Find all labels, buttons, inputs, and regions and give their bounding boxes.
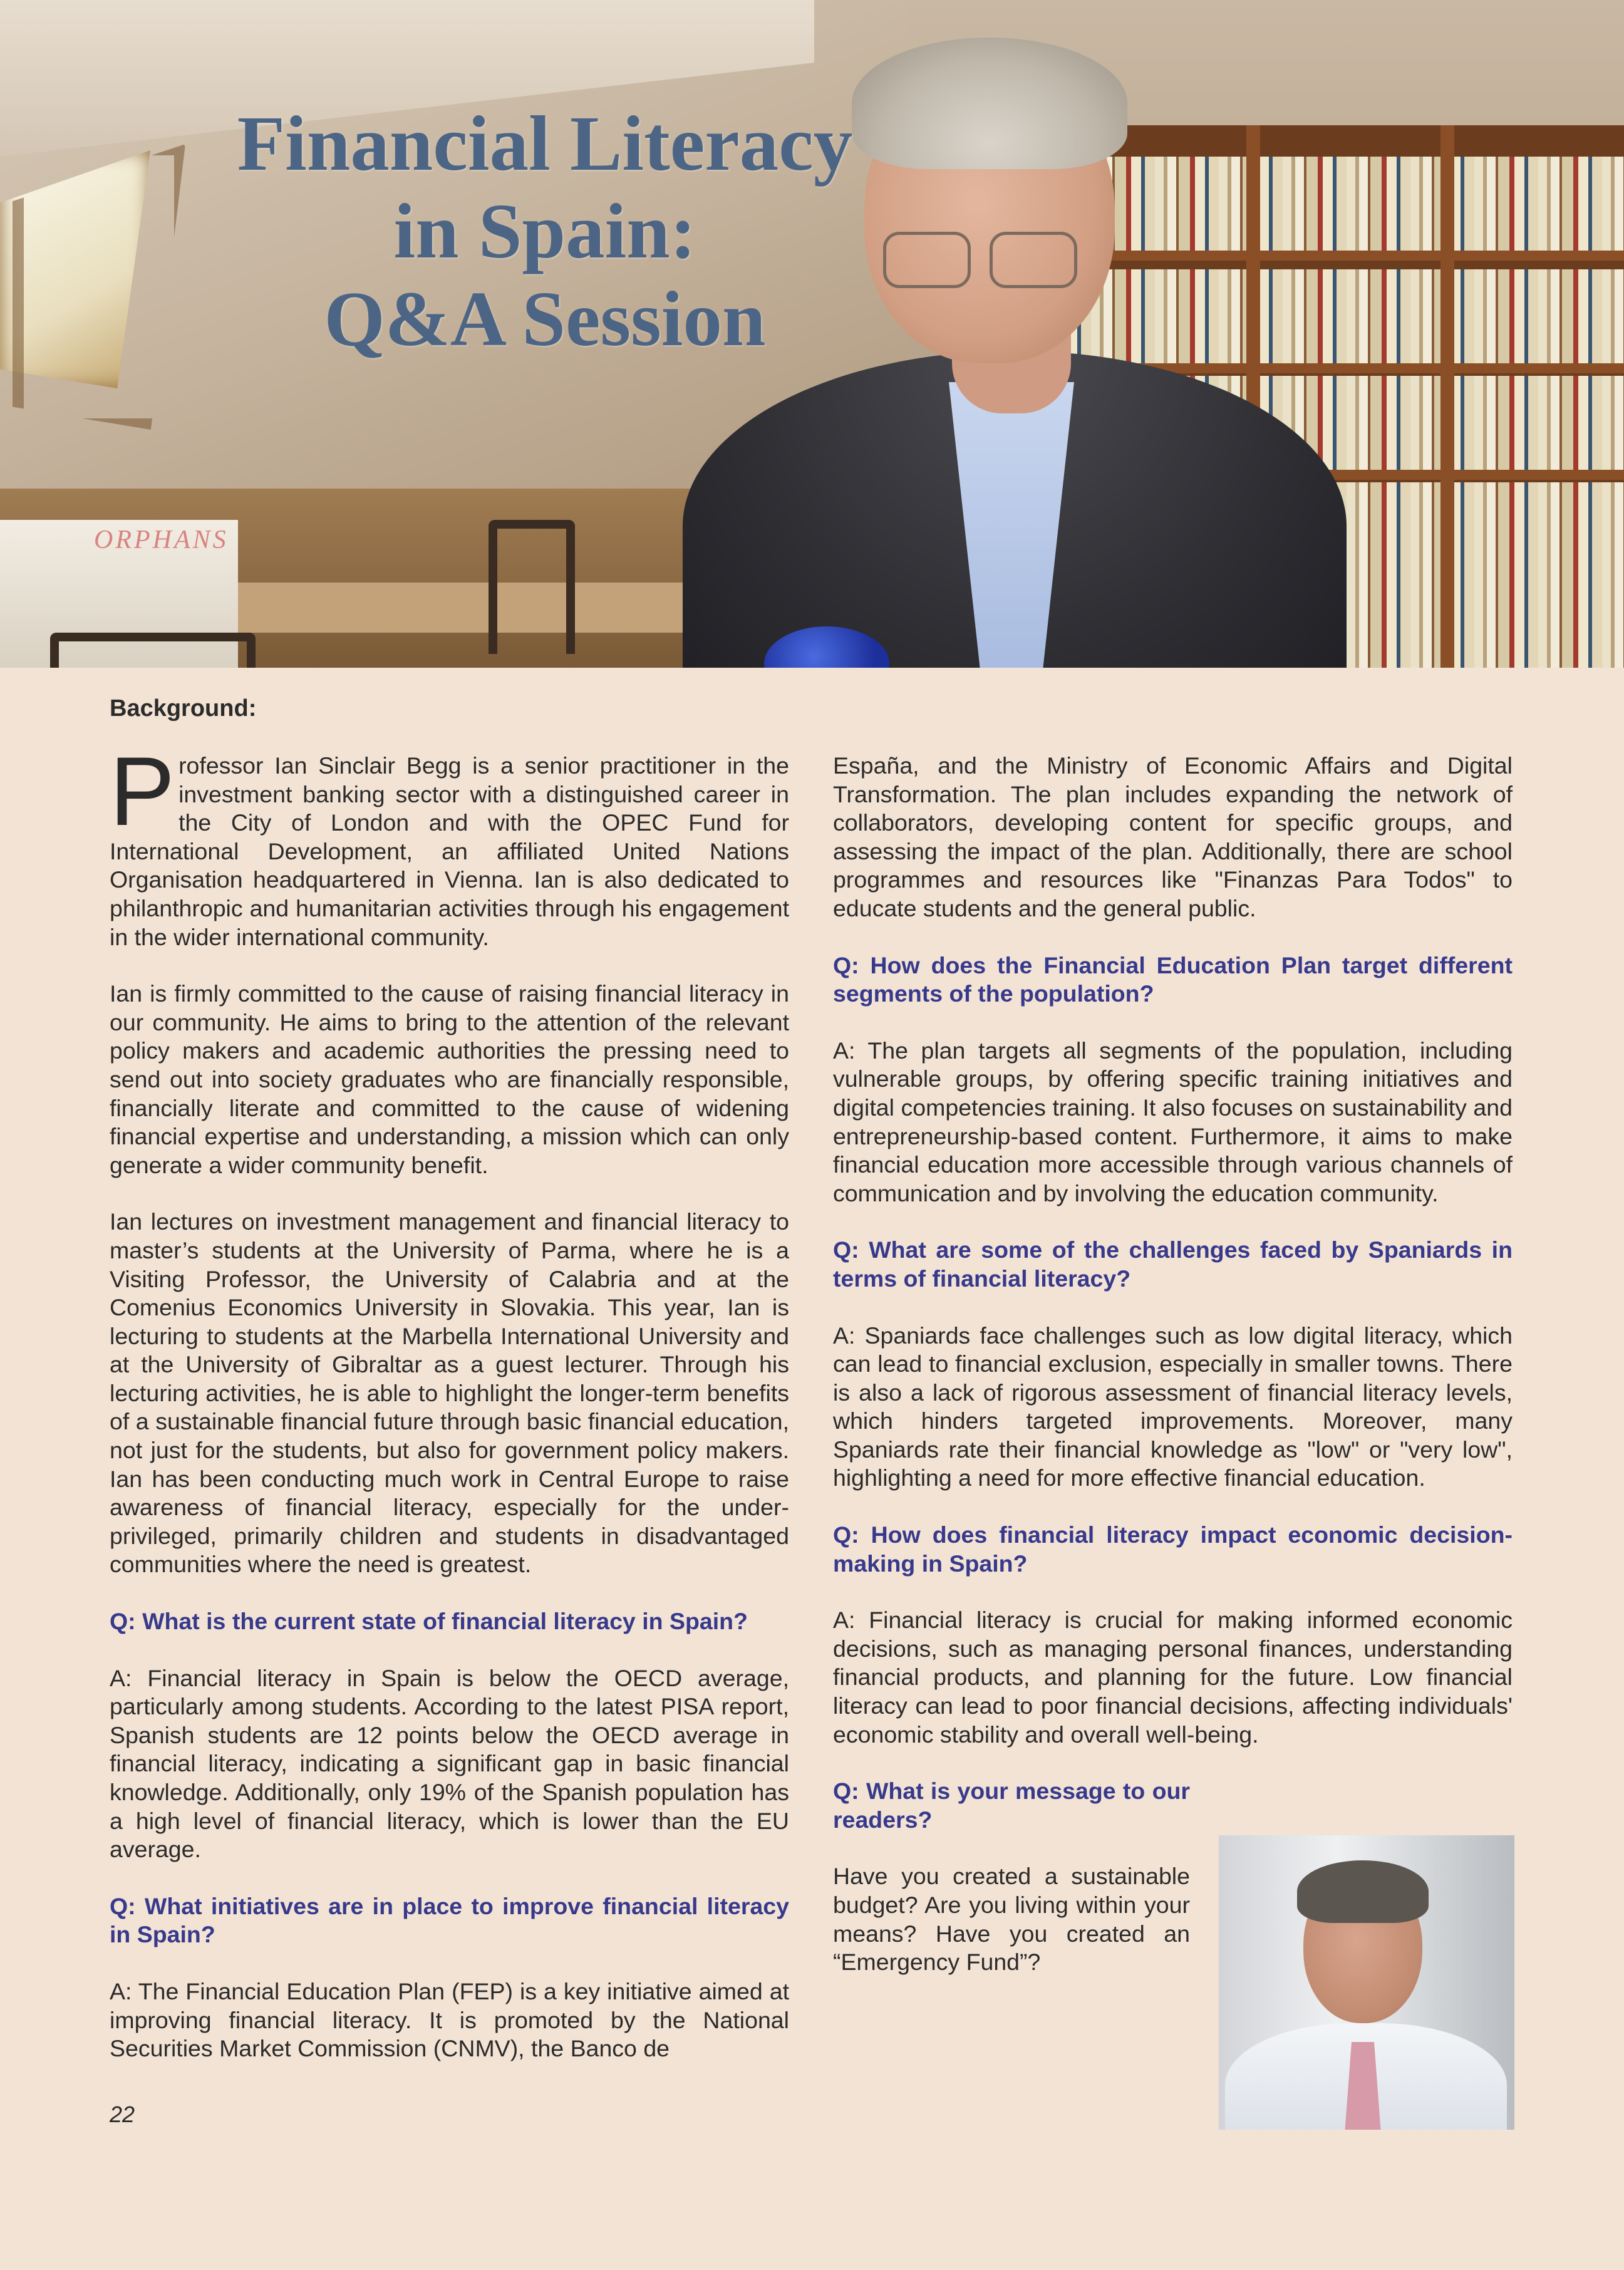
shelf-post bbox=[1440, 125, 1454, 668]
question-heading: Q: What initiatives are in place to improve financial literacy in Spain? bbox=[110, 1892, 789, 1948]
man-hair bbox=[852, 38, 1127, 169]
book-row bbox=[1027, 157, 1624, 261]
right-column bbox=[833, 752, 1513, 2005]
answer-paragraph: Have you created a sustainable budget? Are you living within your means? Have you created an “Emergency Fund”? bbox=[833, 1863, 1190, 1976]
book-row bbox=[1027, 269, 1624, 373]
paragraph: Ian is firmly committed to the cause of raising financial literacy in our community. He aims to bring to the attention of the relevant policy makers and academic authorities the pressing need to send out into society graduates who are financially responsible, financially literate and committed to the cause of widening financial expertise and understanding, a mission which can only generate a wider community benefit. bbox=[110, 980, 789, 1178]
title-line: Financial Literacy bbox=[237, 101, 853, 187]
glasses-lens-right bbox=[990, 232, 1077, 288]
chair bbox=[489, 520, 575, 654]
answer-paragraph: A: Spaniards face challenges such as low digital literacy, which can lead to financial exclusion, especially in smaller towns. There is also a lack of rigorous assessment of financial literacy levels, which hinders targeted improvements. Moreover, many Spaniards rate their financial knowledge as "low" or "very low", highlighting a need for more effective financial education. bbox=[833, 1322, 1513, 1491]
background-heading: Background: bbox=[110, 695, 257, 722]
answer-paragraph: A: Financial literacy is crucial for making informed economic decisions, such as managing personal finances, understanding financial products, and planning for the future. Low financial literacy can lead to poor financial decisions, affecting individuals' economic stability and overall well-being. bbox=[833, 1607, 1513, 1748]
question-heading: Q: What is the current state of financial literacy in Spain? bbox=[110, 1608, 748, 1635]
drop-cap: P bbox=[110, 737, 175, 846]
question-heading: Q: What are some of the challenges faced by Spaniards in terms of financial literacy? bbox=[833, 1236, 1513, 1292]
chair bbox=[50, 633, 256, 668]
answer-paragraph: A: The Financial Education Plan (FEP) is a key initiative aimed at improving financial literacy. It is promoted by the National Securities Market Commission (CNMV), the Banco de bbox=[110, 1977, 789, 2062]
title-line: Q&A Session bbox=[324, 276, 766, 363]
box-label: ORPHANS bbox=[94, 526, 229, 554]
answer-paragraph: A: Financial literacy in Spain is below the OECD average, particularly among students. According to the latest PISA report, Spanish students are 12 points below the OECD average in financial literacy, indicating a significant gap in basic financial knowledge. Additionally, only 19% of the Spanish population has a high level of financial literacy, which is lower than the EU average. bbox=[110, 1664, 789, 1863]
left-column bbox=[110, 737, 789, 2063]
answer-paragraph: A: The plan targets all segments of the population, including vulnerable groups, by offering specific training initiatives and digital competencies training. It also focuses on sustainability and entrepreneurship-based content. Furthermore, it aims to make financial education more accessible through various channels of communication and by involving the education community. bbox=[833, 1037, 1513, 1206]
question-heading: Q: How does financial literacy impact economic decision-making in Spain? bbox=[833, 1521, 1513, 1577]
paragraph-text: rofessor Ian Sinclair Begg is a senior practitioner in the investment banking sector with a distinguished career in the City of London and with the OPEC Fund for International Development, an affiliated United Nations Organisation headquartered in Vienna. Ian is also dedicated to philanthropic and humanitarian activities through his engagement in the wider international community. bbox=[110, 752, 789, 950]
header-photo bbox=[0, 0, 1624, 668]
title-line: in Spain: bbox=[393, 189, 696, 275]
page-title bbox=[207, 100, 883, 363]
paragraph: Ian lectures on investment management and financial literacy to master’s students at the University of Parma, where he is a Visiting Professor, the University of Calabria and at the Comenius Economics University in Slovakia. This year, Ian is lecturing to students at the Marbella International University and at the University of Gibraltar as a guest lecturer. Through his lecturing activities, he is able to highlight the longer-term benefits of a sustainable financial future through basic financial education, not just for the students, but also for government policy makers. Ian has been conducting much work in Central Europe to raise awareness of financial literacy, especially for the under-privileged, primarily children and students in disadvantaged communities where the need is greatest. bbox=[110, 1208, 789, 1578]
intro-paragraph bbox=[110, 737, 789, 951]
glasses-lens-left bbox=[883, 232, 971, 288]
answer-paragraph: España, and the Ministry of Economic Affairs and Digital Transformation. The plan includes expanding the network of collaborators, developing content for specific groups, and assessing the impact of the plan. Additionally, there are school programmes and resources like "Finanzas Para Todos" to educate students and the general public. bbox=[833, 752, 1513, 921]
portrait-hair bbox=[1297, 1860, 1429, 1923]
question-heading: Q: What is your message to our readers? bbox=[833, 1778, 1190, 1833]
question-heading: Q: How does the Financial Education Plan target different segments of the population? bbox=[833, 951, 1513, 1007]
portrait-photo bbox=[1219, 1835, 1514, 2130]
page-number: 22 bbox=[110, 2102, 135, 2127]
